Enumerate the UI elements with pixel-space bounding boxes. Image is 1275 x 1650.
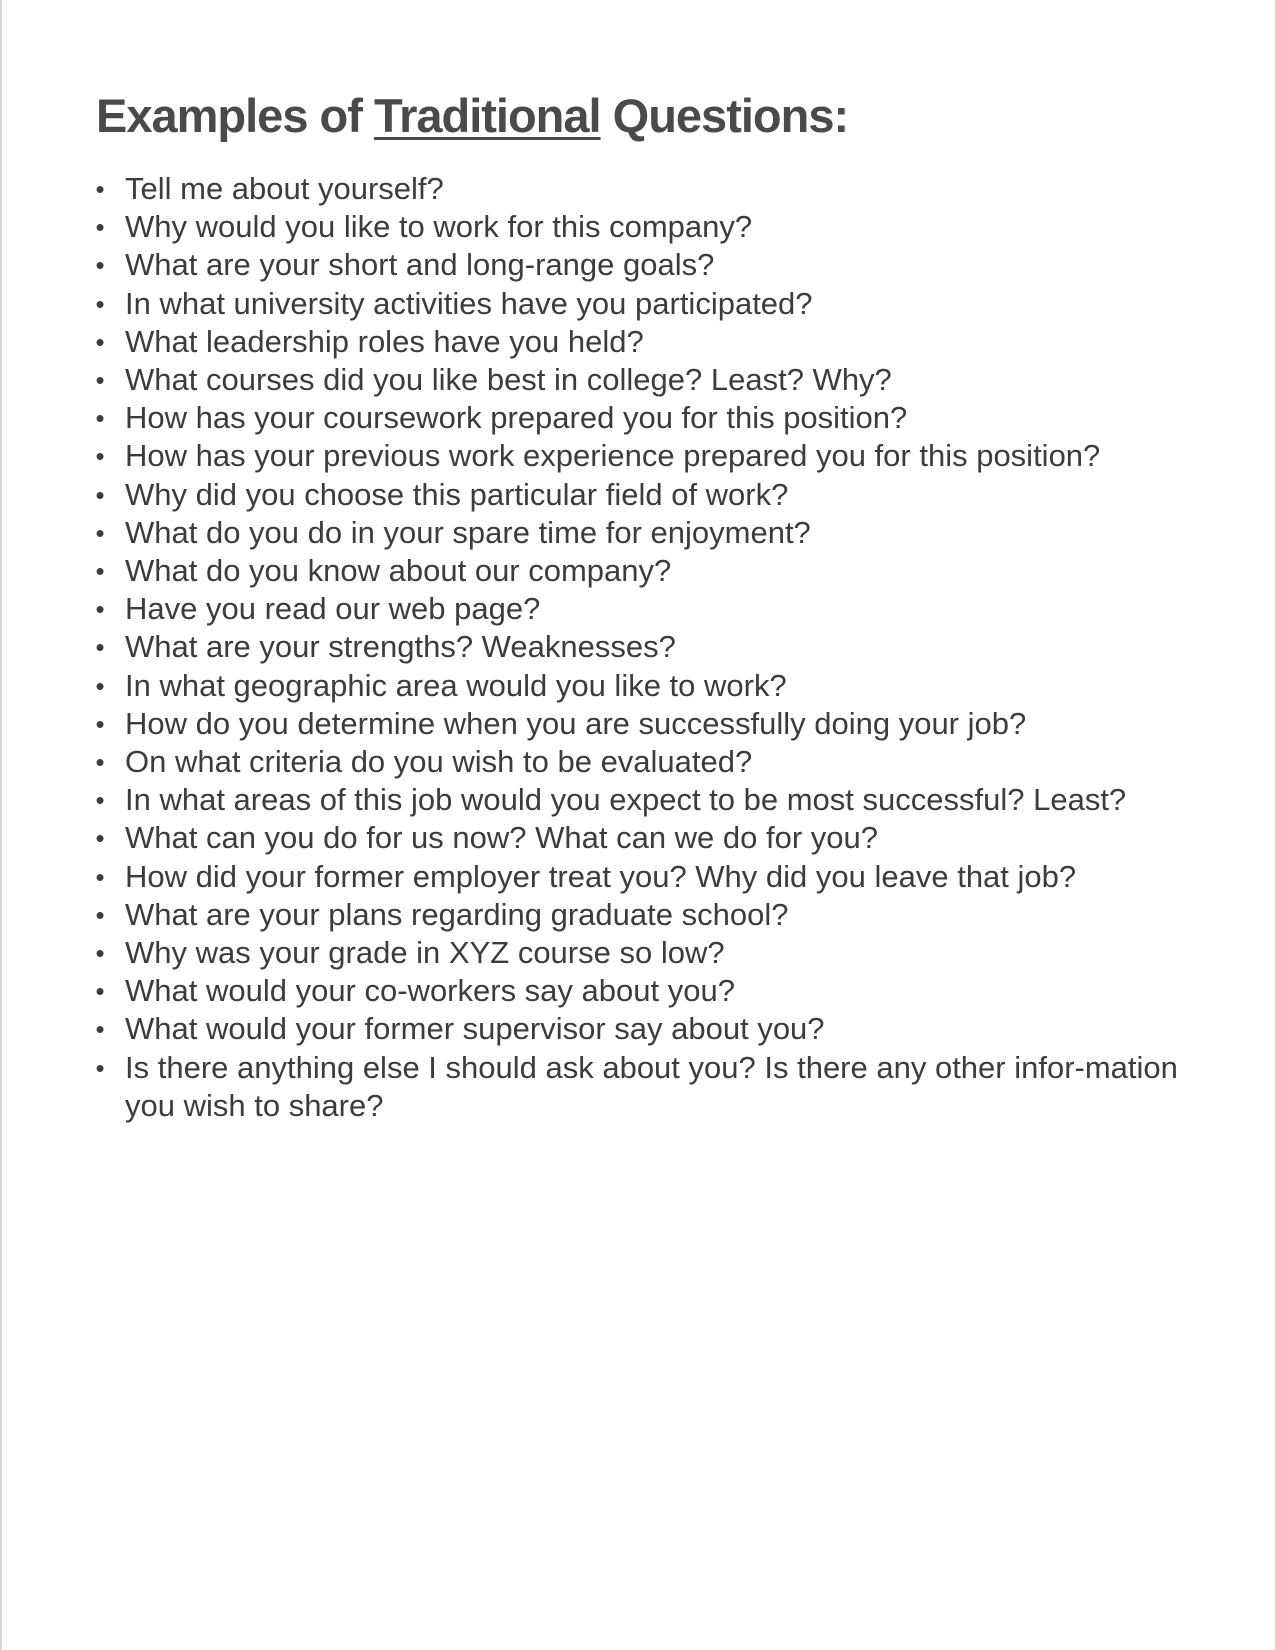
- list-item: [95, 628, 1205, 666]
- list-item: [95, 361, 1205, 399]
- bullet-icon: •: [95, 250, 105, 281]
- bullet-icon: •: [95, 747, 105, 778]
- bullet-icon: •: [95, 403, 105, 434]
- bullet-icon: •: [95, 632, 105, 663]
- question-text: What do you do in your spare time for enjoyment?: [125, 514, 811, 550]
- list-item: [95, 399, 1205, 437]
- question-list: [95, 170, 1205, 1125]
- list-item: [95, 285, 1205, 323]
- question-text: Tell me about yourself?: [125, 171, 444, 206]
- title-emphasis: Traditional: [373, 89, 601, 142]
- list-item: [95, 667, 1205, 705]
- list-item: [95, 705, 1205, 743]
- list-item: [95, 896, 1205, 934]
- question-text: Why did you choose this particular field of work?: [125, 476, 789, 512]
- question-text: Is there anything else I should ask about you? Is there any other infor-mation you wish to share?: [125, 1049, 1178, 1123]
- question-text: In what areas of this job would you expect to be most successful? Least?: [125, 782, 1127, 818]
- title-suffix: Questions:: [600, 89, 849, 142]
- page-title: [96, 86, 848, 146]
- question-text: What courses did you like best in college? Least? Why?: [125, 362, 892, 398]
- list-item: [95, 476, 1205, 514]
- question-text: What leadership roles have you held?: [125, 323, 644, 359]
- question-text: How do you determine when you are successfully doing your job?: [125, 705, 1027, 741]
- list-item: [95, 590, 1205, 628]
- bullet-icon: •: [95, 365, 105, 396]
- question-text: What do you know about our company?: [125, 553, 672, 589]
- list-item: [95, 170, 1205, 208]
- question-text: What are your plans regarding graduate school?: [125, 896, 789, 932]
- bullet-icon: •: [95, 670, 105, 701]
- list-item: [95, 208, 1205, 246]
- bullet-icon: •: [95, 594, 105, 625]
- list-item: [95, 972, 1205, 1010]
- bullet-icon: •: [95, 174, 105, 204]
- list-item: [95, 514, 1205, 552]
- bullet-icon: •: [95, 288, 105, 319]
- bullet-icon: •: [95, 479, 105, 510]
- bullet-icon: •: [95, 785, 105, 816]
- bullet-icon: •: [95, 212, 105, 243]
- question-text: What can you do for us now? What can we do for you?: [125, 820, 879, 856]
- question-text: How has your previous work experience prepared you for this position?: [125, 438, 1101, 474]
- list-item: [95, 743, 1205, 781]
- question-text: In what geographic area would you like to work?: [125, 667, 787, 703]
- question-text: Have you read our web page?: [125, 591, 541, 627]
- bullet-icon: •: [95, 1052, 105, 1083]
- bullet-icon: •: [95, 517, 105, 548]
- bullet-icon: •: [95, 1014, 105, 1045]
- list-item: [95, 781, 1205, 819]
- question-text: What are your short and long-range goals?: [125, 247, 715, 283]
- question-text: How did your former employer treat you? Why did you leave that job?: [125, 858, 1077, 894]
- question-text: Why would you like to work for this company?: [125, 209, 753, 245]
- list-item: [95, 858, 1205, 896]
- bullet-icon: •: [95, 823, 105, 854]
- title-prefix: Examples of: [96, 89, 374, 142]
- bullet-icon: •: [95, 976, 105, 1007]
- bullet-icon: •: [95, 441, 105, 472]
- list-item: [95, 934, 1205, 972]
- bullet-icon: •: [95, 899, 105, 930]
- bullet-icon: •: [95, 861, 105, 892]
- list-item: [95, 1010, 1205, 1048]
- question-text: Why was your grade in XYZ course so low?: [125, 935, 725, 971]
- bullet-icon: •: [95, 326, 105, 357]
- question-text: On what criteria do you wish to be evaluated?: [125, 744, 753, 780]
- list-item: [95, 819, 1205, 857]
- question-text: What are your strengths? Weaknesses?: [125, 629, 676, 665]
- question-text: What would your co-workers say about you?: [125, 973, 735, 1009]
- list-item: [95, 246, 1205, 284]
- question-text: What would your former supervisor say about you?: [125, 1011, 825, 1047]
- list-item: [95, 552, 1205, 590]
- bullet-icon: •: [95, 556, 105, 587]
- question-text: How has your coursework prepared you for this position?: [125, 400, 908, 436]
- list-item: [95, 323, 1205, 361]
- list-item: [95, 437, 1205, 475]
- list-item: [95, 1049, 1205, 1125]
- bullet-icon: •: [95, 708, 105, 739]
- bullet-icon: •: [95, 938, 105, 969]
- question-text: In what university activities have you participated?: [125, 285, 813, 321]
